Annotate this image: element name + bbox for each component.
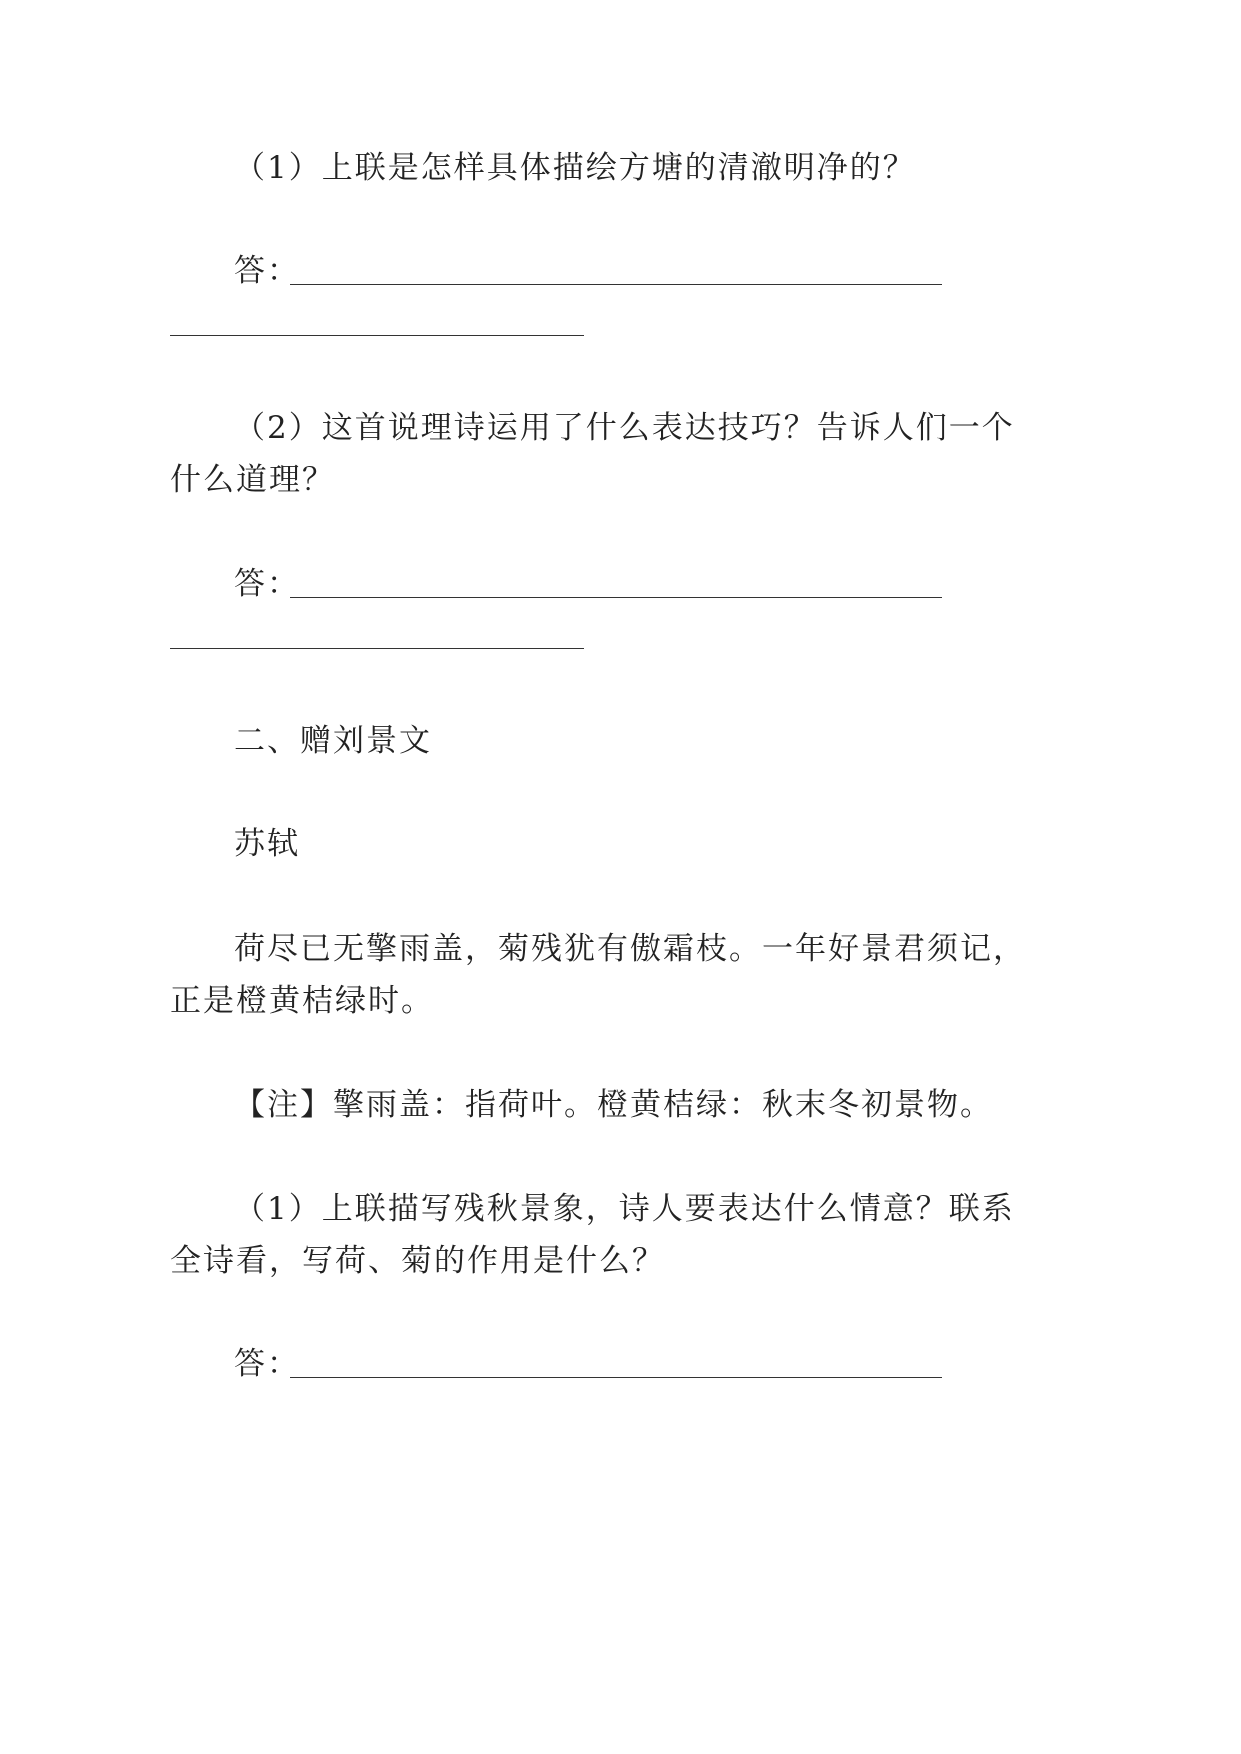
section-2-title: 二、赠刘景文: [234, 723, 432, 759]
question-1-1: （1）上联是怎样具体描绘方塘的清澈明净的？: [234, 150, 916, 186]
answer-blank-3a[interactable]: [290, 1377, 942, 1378]
answer-blank-1a[interactable]: [290, 284, 942, 285]
answer-label-1: 答：: [234, 253, 300, 289]
question-2-1-line1: （1）上联描写残秋景象，诗人要表达什么情意？联系: [234, 1191, 1015, 1227]
poem-note: 【注】擎雨盖：指荷叶。橙黄桔绿：秋末冬初景物。: [234, 1087, 993, 1123]
answer-label-3: 答：: [234, 1346, 300, 1382]
question-2-1-line2: 全诗看，写荷、菊的作用是什么？: [170, 1243, 665, 1279]
poem-author: 苏轼: [234, 826, 300, 862]
answer-blank-1b[interactable]: [170, 335, 584, 336]
poem-line-2: 正是橙黄桔绿时。: [170, 983, 434, 1019]
question-1-2-line2: 什么道理？: [170, 462, 335, 498]
answer-label-2: 答：: [234, 566, 300, 602]
answer-blank-2a[interactable]: [290, 597, 942, 598]
question-1-2-line1: （2）这首说理诗运用了什么表达技巧？告诉人们一个: [234, 410, 1015, 446]
poem-line-1: 荷尽已无擎雨盖，菊残犹有傲霜枝。一年好景君须记，: [234, 931, 1026, 967]
answer-blank-2b[interactable]: [170, 648, 584, 649]
